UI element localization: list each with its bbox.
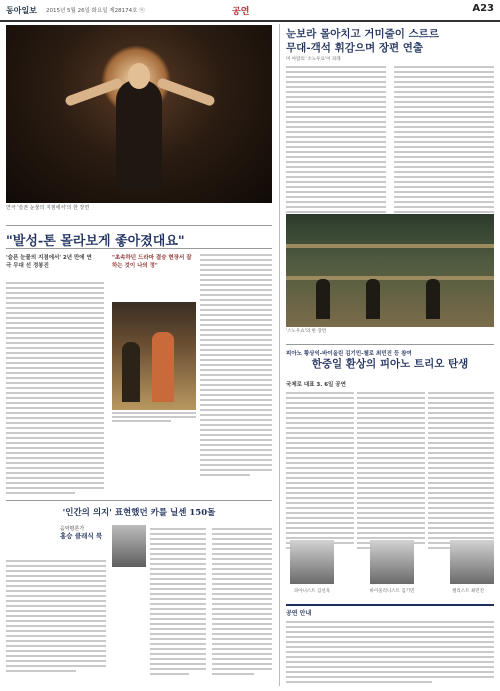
columnist-role: 음악평론가: [60, 526, 85, 532]
trio-kicker: 피아노 황상익-바이올린 김기민-첼로 최민진 등 참여: [286, 344, 494, 357]
notice-title: 공연 안내: [286, 610, 312, 617]
column-divider: [279, 24, 280, 686]
feature-body-col1: [6, 560, 106, 672]
left-pullquote: "초속하던 드라마 결승 현장서 잘 하는 것이 나의 정": [112, 255, 192, 269]
trio-subhead: 국제로 대표 3. 6일 공연: [286, 382, 346, 388]
main-photo: [6, 25, 272, 203]
performer-body: [116, 80, 162, 190]
article-body-col1: [6, 282, 104, 494]
stage-photo: [112, 302, 196, 410]
trio-body-col2: [357, 392, 425, 549]
snow-show-caption: '스노우쇼'의 한 장면: [286, 329, 327, 334]
performance-notice: [286, 604, 494, 684]
performer-face: [128, 63, 150, 89]
left-subhead: '슬픈 눈물의 지점에서' 2년 만에 연극 무대 선 정봉진: [6, 255, 92, 269]
right-headline-line2: 무대-객석 휘감으며 장편 연출: [286, 42, 424, 54]
feature-body-col3: [212, 528, 272, 675]
article-body-col2: [200, 254, 272, 476]
set-shelf: [286, 244, 494, 248]
right-byline: 미 아랍의 '소노우요'이 피래: [286, 57, 341, 62]
actor-figure: [122, 342, 140, 402]
feature-headline: '인간의 의지' 표현했던 카를 닐센 150돌: [6, 500, 272, 518]
page-number: A23: [472, 3, 494, 14]
masthead: [0, 0, 500, 22]
violinist-photo: [370, 540, 414, 584]
actor-figure: [152, 332, 174, 402]
right-body-col2: [394, 66, 494, 228]
newspaper-logo: 동아일보: [6, 5, 37, 15]
right-headline: [286, 27, 494, 55]
stage-photo-caption: [112, 412, 196, 422]
right-body-col1: [286, 66, 386, 228]
trio-headline: 한중일 환상의 피아노 트리오 탄생: [311, 358, 469, 370]
feature-body-col2: [150, 528, 206, 675]
main-photo-caption: 연극 '슬픈 눈물의 지점에서'의 한 장면: [6, 205, 90, 211]
right-headline-line1: 눈보라 몰아치고 거미줄이 스르르: [286, 28, 439, 40]
left-headline: "발성-톤 몰라보게 좋아졌대요": [6, 225, 272, 249]
section-title: 공연: [232, 7, 250, 17]
trio-body-col3: [428, 392, 494, 549]
issue-date: 2015년 5월 26일 화요일 제28174호 ⓦ: [46, 8, 145, 14]
pianist-photo: [290, 540, 334, 584]
actor-figure: [316, 279, 330, 319]
trio-body-col1: [286, 392, 354, 549]
portrait-caption: 첼리스트 최민진: [452, 589, 484, 594]
actor-figure: [426, 279, 440, 319]
columnist-name: 홍승 클래식 북: [60, 532, 103, 540]
portrait-caption: 피아니스트 김선욱: [293, 589, 331, 594]
snow-show-photo: [286, 214, 494, 327]
portrait-caption: 바이올리니스트 김기민: [369, 589, 415, 594]
columnist-photo: [112, 525, 146, 567]
actor-figure: [366, 279, 380, 319]
cellist-photo: [450, 540, 494, 584]
